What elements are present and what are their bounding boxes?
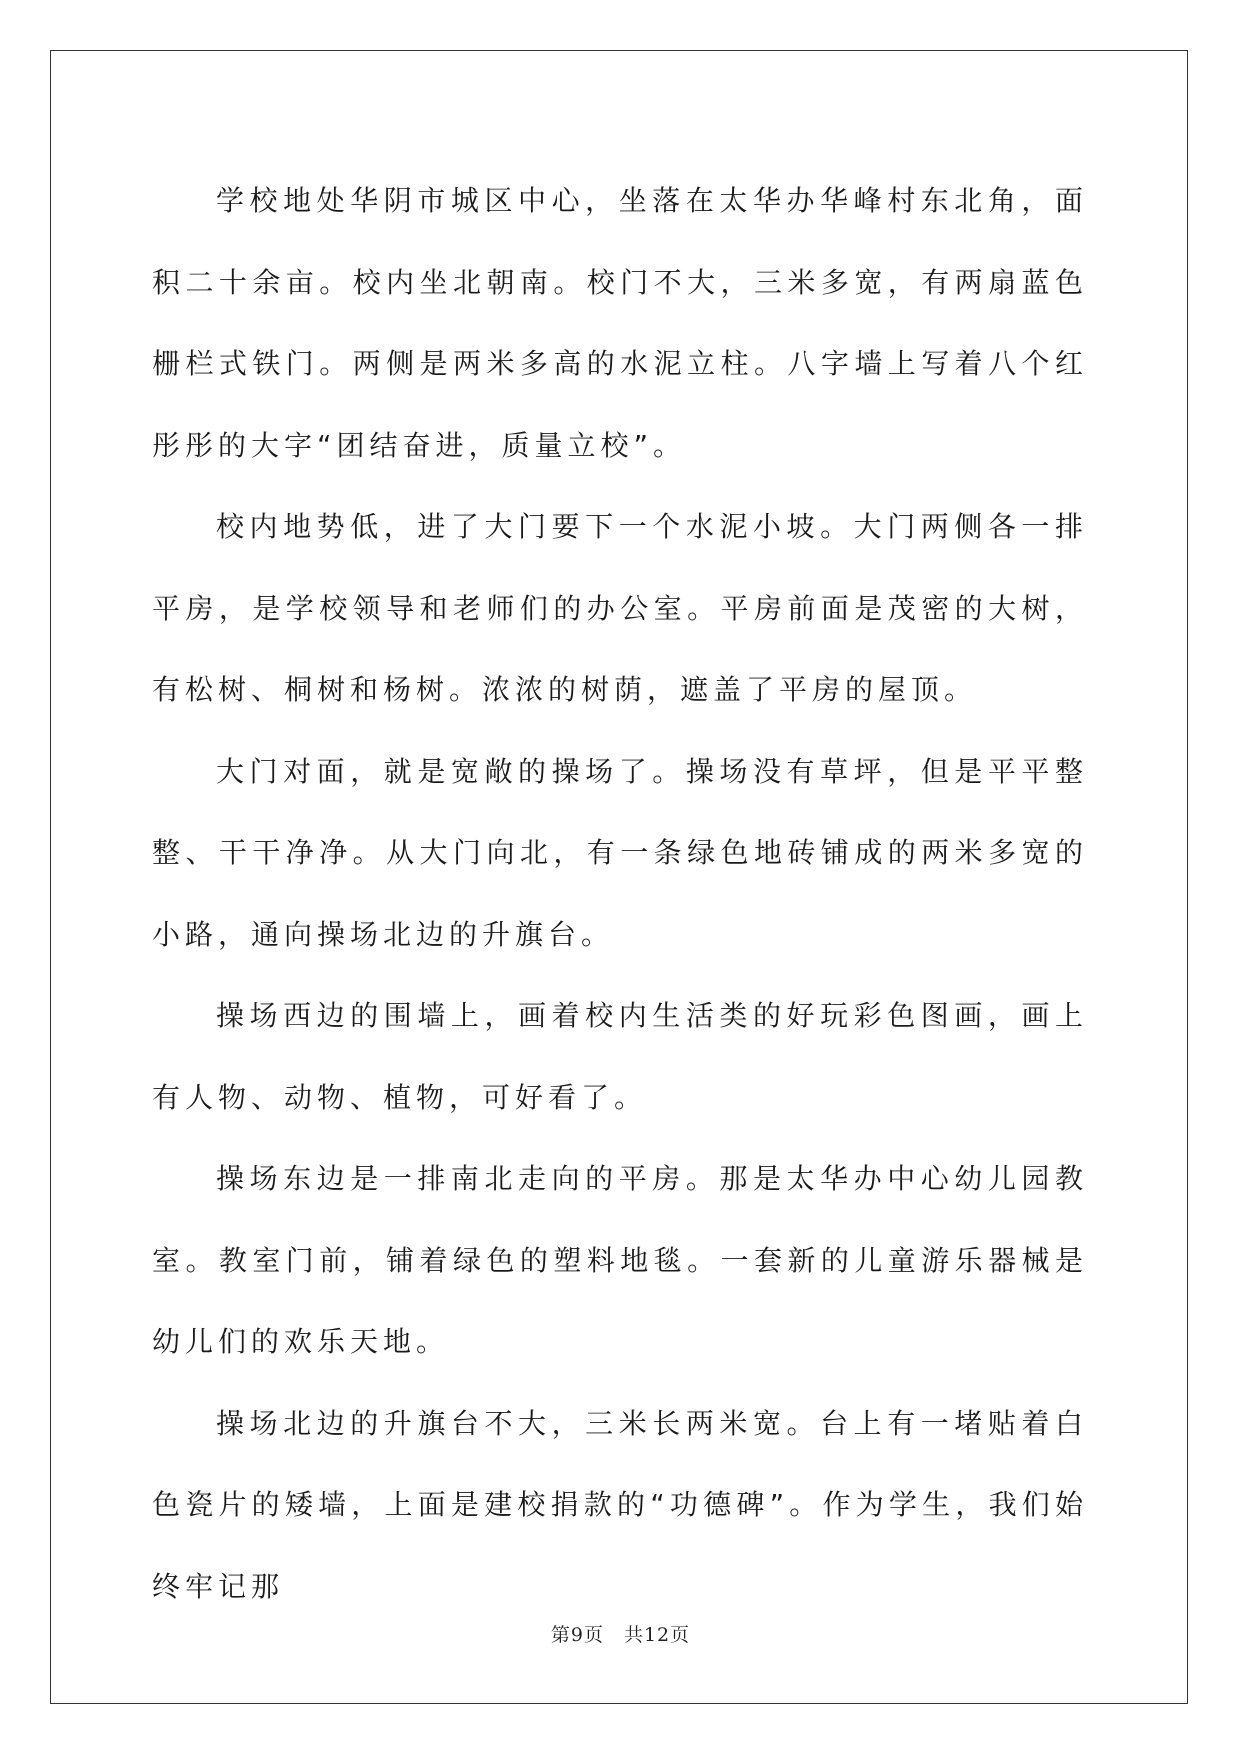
paragraph-4: 操场西边的围墙上，画着校内生活类的好玩彩色图画，画上有人物、动物、植物，可好看了。	[152, 999, 1088, 1114]
paragraph-6: 操场北边的升旗台不大，三米长两米宽。台上有一堵贴着白色瓷片的矮墙，上面是建校捐款的“功德碑”。作为学生，我们始终牢记那	[152, 1406, 1088, 1603]
document-body	[152, 160, 1088, 1627]
paragraph-3: 大门对面，就是宽敞的操场了。操场没有草坪，但是平平整整、干干净净。从大门向北，有一条绿色地砖铺成的两米多宽的小路，通向操场北边的升旗台。	[152, 754, 1088, 951]
paragraph-1: 学校地处华阴市城区中心，坐落在太华办华峰村东北角，面积二十余亩。校内坐北朝南。校门不大，三米多宽，有两扇蓝色栅栏式铁门。两侧是两米多高的水泥立柱。八字墙上写着八个红彤彤的大字“团结奋进，质量立校”。	[152, 184, 1088, 462]
paragraph-2: 校内地势低，进了大门要下一个水泥小坡。大门两侧各一排平房，是学校领导和老师们的办公室。平房前面是茂密的大树，有松树、桐树和杨树。浓浓的树荫，遮盖了平房的屋顶。	[152, 510, 1088, 706]
paragraph-5: 操场东边是一排南北走向的平房。那是太华办中心幼儿园教室。教室门前，铺着绿色的塑料地毯。一套新的儿童游乐器械是幼儿们的欢乐天地。	[152, 1162, 1088, 1358]
page-number-footer: 第9页 共12页	[550, 1624, 691, 1646]
